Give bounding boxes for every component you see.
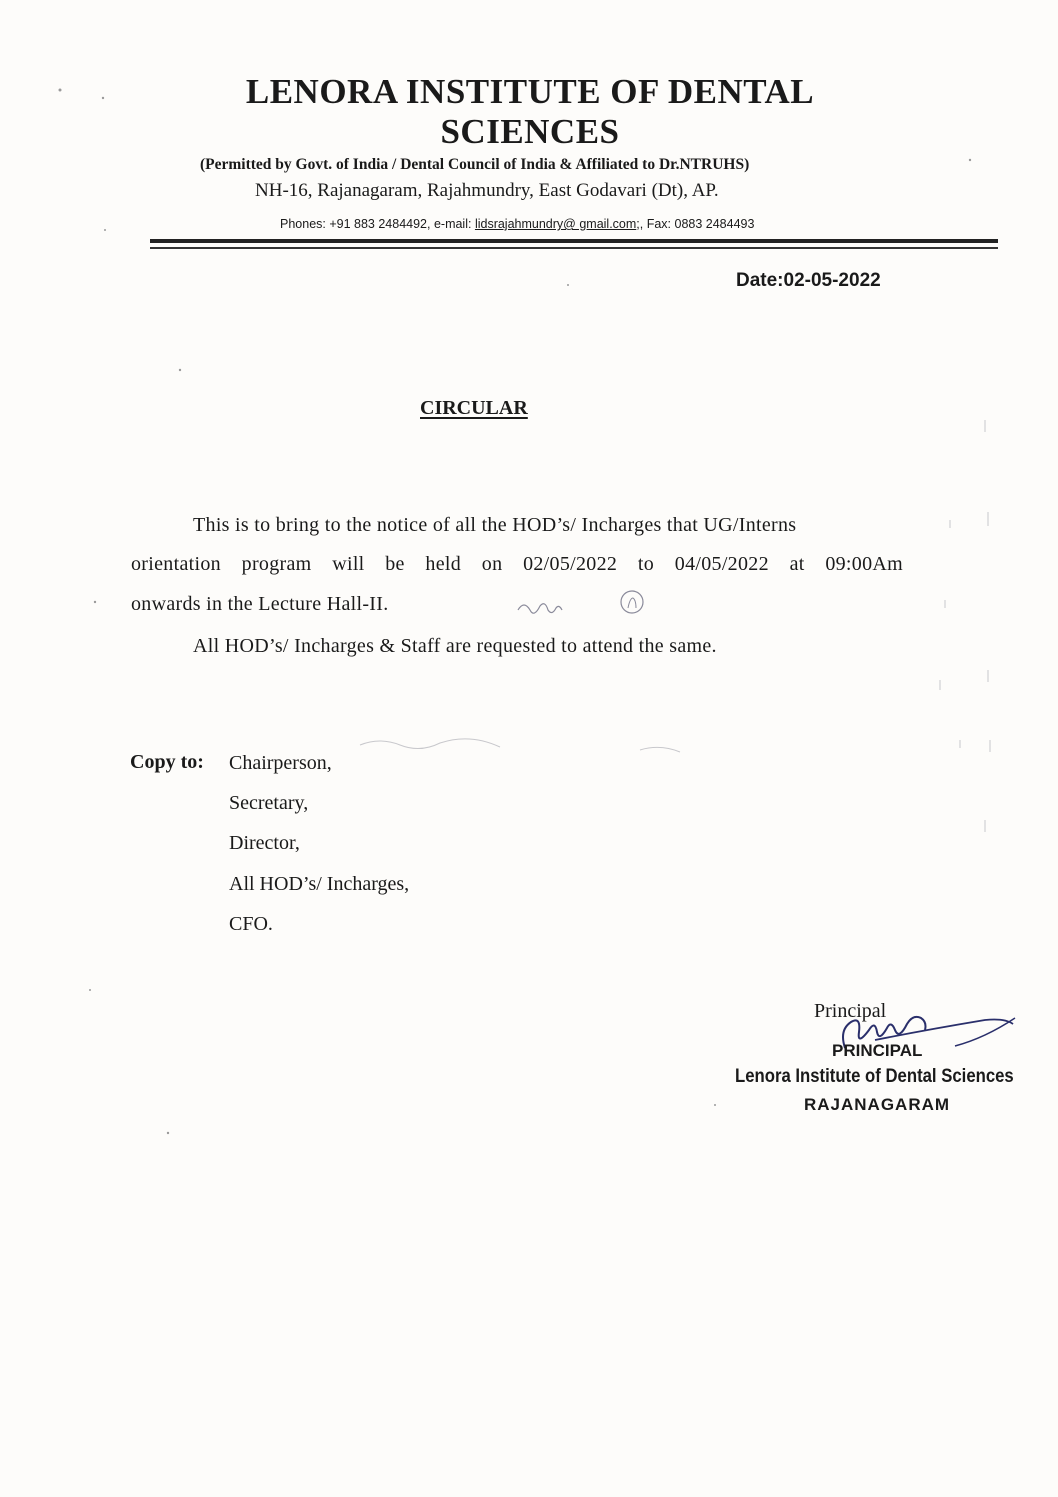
body-line-2: orientation program will be held on 02/05/2022 to 04/05/2022 at 09:00Am [131,553,903,575]
body-line-4: All HOD’s/ Incharges & Staff are requested to attend the same. [193,635,717,657]
copy-recipient: Director, [229,832,300,854]
principal-signature-block [720,1000,1050,1140]
phones-text: Phones: +91 883 2484492, e-mail: [280,217,475,231]
address-line: NH-16, Rajanagaram, Rajahmundry, East Godavari (Dt), AP. [255,180,719,201]
handwritten-note-mark [510,588,660,628]
signatory-title: Principal [814,1000,887,1022]
header-divider-thick [150,239,998,243]
stamp-designation: PRINCIPAL [832,1041,923,1060]
affiliation-line: (Permitted by Govt. of India / Dental Council of India & Affiliated to Dr.NTRUHS) [200,156,750,173]
stamp-place: RAJANAGARAM [804,1095,951,1114]
circular-date: Date:02-05-2022 [736,270,881,291]
body-line-1: This is to bring to the notice of all the HOD’s/ Incharges that UG/Interns [193,514,797,536]
copy-recipient: Chairperson, [229,752,332,774]
stamp-institute: Lenora Institute of Dental Sciences [735,1066,1014,1087]
contact-line [280,217,754,231]
email-link[interactable]: lidsrajahmundry@ gmail.com [474,217,637,231]
copy-to-label: Copy to: [130,751,204,773]
fax-text: ;, Fax: 0883 2484493 [636,217,755,231]
body-line-3: onwards in the Lecture Hall-II. [131,593,389,615]
copy-recipient: All HOD’s/ Incharges, [229,873,410,895]
copy-recipient: CFO. [229,913,273,935]
institute-name-line2: SCIENCES [440,112,620,151]
institute-name-line1: LENORA INSTITUTE OF DENTAL [245,72,815,111]
copy-recipient: Secretary, [229,792,309,814]
circular-title: CIRCULAR [420,397,528,419]
header-divider-thin [150,247,998,249]
